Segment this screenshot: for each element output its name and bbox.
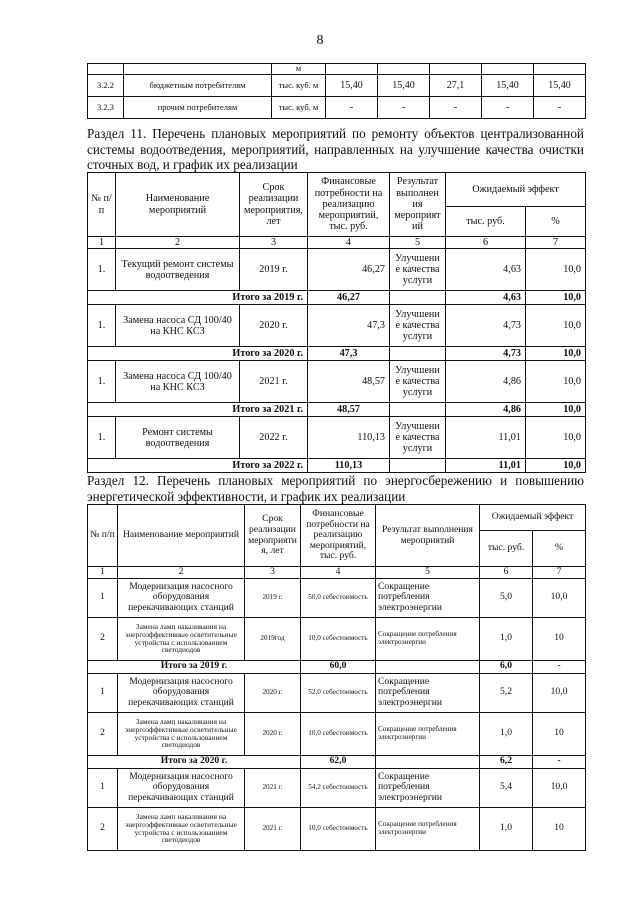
row-effect-pct: 10,0 — [533, 673, 586, 712]
row-effect-rub: 5,0 — [480, 578, 533, 617]
row-result: Сокращение потребления электроэнергии — [376, 673, 480, 712]
section12-title: Раздел 12. Перечень плановых мероприятий по энергосбережению и повышению энергетической эффективности, и график их реализации — [87, 473, 584, 504]
row-effect-pct: 10,0 — [533, 768, 586, 807]
header-effect-pct: % — [533, 531, 586, 567]
row-name: Модернизация насосного оборудования перекачивающих станций — [118, 673, 245, 712]
row-number: 1. — [88, 361, 116, 403]
row-effect-pct: 10,0 — [533, 578, 586, 617]
total-finance: 48,57 — [308, 403, 390, 417]
column-number: 3 — [240, 237, 308, 249]
row-result: Улучшени е качества услуги — [390, 249, 446, 291]
row-year: 2021 г. — [245, 768, 301, 807]
header-name: Наименование мероприятий — [118, 505, 245, 567]
header-effect-rub: тыс. руб. — [446, 207, 526, 237]
table-cell — [376, 755, 480, 768]
row-value: - — [378, 97, 430, 119]
row-number: 1 — [88, 578, 118, 617]
row-name: Модернизация насосного оборудования перекачивающих станций — [118, 768, 245, 807]
row-year: 2021 г. — [240, 361, 308, 403]
header-finance: Финансовые потребности на реализацию мероприятий, тыс. руб. — [301, 505, 376, 567]
row-effect-pct: 10 — [533, 712, 586, 755]
total-effect-pct: - — [533, 660, 586, 673]
row-number: 3.2.3 — [88, 97, 124, 119]
row-finance: 10,0 себестоимость — [301, 807, 376, 850]
column-number: 3 — [245, 567, 301, 579]
total-row — [88, 755, 586, 768]
total-finance: 47,3 — [308, 347, 390, 361]
total-row — [88, 403, 586, 417]
row-value: - — [430, 97, 482, 119]
total-label: Итого за 2022 г. — [88, 459, 308, 473]
row-year: 2019год — [245, 617, 301, 660]
row-name: Модернизация насосного оборудования перекачивающих станций — [118, 578, 245, 617]
row-value: - — [534, 97, 586, 119]
row-year: 2020 г. — [245, 712, 301, 755]
row-number: 2 — [88, 712, 118, 755]
table-cell — [430, 64, 482, 75]
header-term: Срок реализации мероприятия, лет — [240, 173, 308, 237]
header-result: Результат выполнения мероприятий — [376, 505, 480, 567]
column-number: 7 — [526, 237, 586, 249]
header-effect: Ожидаемый эффект — [446, 173, 586, 207]
row-effect-pct: 10,0 — [526, 361, 586, 403]
row-name: Замена насоса СД 100/40 на КНС КСЗ — [116, 305, 240, 347]
row-number: 2 — [88, 807, 118, 850]
row-name: бюджетным потребителям — [124, 75, 272, 97]
row-year: 2019 г. — [240, 249, 308, 291]
table-cell — [390, 459, 446, 473]
row-name: Ремонт системы водоотведения — [116, 417, 240, 459]
row-effect-rub: 5,4 — [480, 768, 533, 807]
row-effect-pct: 10 — [533, 617, 586, 660]
table-cell — [390, 403, 446, 417]
table-row — [88, 417, 586, 459]
row-value: 15,40 — [534, 75, 586, 97]
table-row-continuation — [88, 64, 586, 75]
row-value: 15,40 — [482, 75, 534, 97]
column-number-row — [88, 237, 586, 249]
header-row — [88, 505, 586, 531]
total-effect-pct: 10,0 — [526, 403, 586, 417]
column-number: 5 — [390, 237, 446, 249]
total-effect-rub: 4,86 — [446, 403, 526, 417]
row-result: Сокращение потребления электроэнергии — [376, 578, 480, 617]
row-result: Сокращение потребления электроэнергии — [376, 617, 480, 660]
total-label: Итого за 2019 г. — [88, 291, 308, 305]
row-result: Улучшени е качества услуги — [390, 305, 446, 347]
total-effect-rub: 4,63 — [446, 291, 526, 305]
row-finance: 47,3 — [308, 305, 390, 347]
column-number: 4 — [308, 237, 390, 249]
total-row — [88, 459, 586, 473]
table-row — [88, 97, 586, 119]
total-effect-pct: 10,0 — [526, 291, 586, 305]
header-term: Срок реализации мероприяти я, лет — [245, 505, 301, 567]
table-cell — [390, 347, 446, 361]
row-name: Замена насоса СД 100/40 на КНС КСЗ — [116, 361, 240, 403]
row-effect-rub: 1,0 — [480, 617, 533, 660]
column-number: 1 — [88, 237, 116, 249]
total-effect-rub: 6,2 — [480, 755, 533, 768]
table-cell — [378, 64, 430, 75]
row-number: 1. — [88, 249, 116, 291]
total-effect-rub: 6,0 — [480, 660, 533, 673]
header-finance: Финансовые потребности на реализацию мероприятий, тыс. руб. — [308, 173, 390, 237]
row-name: прочим потребителям — [124, 97, 272, 119]
row-effect-pct: 10,0 — [526, 305, 586, 347]
total-effect-pct: 10,0 — [526, 459, 586, 473]
row-year: 2020 г. — [240, 305, 308, 347]
header-effect: Ожидаемый эффект — [480, 505, 586, 531]
unit-cell: м — [272, 64, 326, 75]
column-number: 7 — [533, 567, 586, 579]
table-cell — [376, 660, 480, 673]
table-row — [88, 578, 586, 617]
row-effect-rub: 11,01 — [446, 417, 526, 459]
section11-title: Раздел 11. Перечень плановых мероприятий по ремонту объектов централизованной системы водоотведения, мероприятий, направленных на улучшение качества очистки сточных вод, и график их реализации — [87, 126, 584, 173]
total-finance: 110,13 — [308, 459, 390, 473]
table-cell — [88, 64, 124, 75]
row-number: 2 — [88, 617, 118, 660]
column-number: 2 — [118, 567, 245, 579]
row-finance: 10,0 себестоимость — [301, 712, 376, 755]
table-cell — [482, 64, 534, 75]
total-finance: 46,27 — [308, 291, 390, 305]
header-effect-rub: тыс. руб. — [480, 531, 533, 567]
row-value: 27,1 — [430, 75, 482, 97]
row-number: 1. — [88, 417, 116, 459]
table-row — [88, 75, 586, 97]
row-number: 3.2.2 — [88, 75, 124, 97]
row-finance: 54,2 себестоимость — [301, 768, 376, 807]
row-finance: 10,0 себестоимость — [301, 617, 376, 660]
row-name: Текущий ремонт системы водоотведения — [116, 249, 240, 291]
row-finance: 50,0 себестоимость — [301, 578, 376, 617]
header-row — [88, 173, 586, 207]
table-cell — [534, 64, 586, 75]
row-unit: тыс. куб. м — [272, 75, 326, 97]
row-name: Замена ламп накаливания на энергоэффективные осветительные устройства с использованием светодиодов — [118, 617, 245, 660]
header-effect-pct: % — [526, 207, 586, 237]
row-number: 1 — [88, 768, 118, 807]
row-effect-rub: 5,2 — [480, 673, 533, 712]
continuation-table — [87, 63, 586, 119]
row-result: Улучшени е качества услуги — [390, 361, 446, 403]
row-unit: тыс. куб. м — [272, 97, 326, 119]
header-num: № п/п — [88, 505, 118, 567]
row-effect-rub: 4,63 — [446, 249, 526, 291]
row-result: Сокращение потребления электроэнергии — [376, 712, 480, 755]
column-number: 5 — [376, 567, 480, 579]
total-row — [88, 347, 586, 361]
row-number: 1 — [88, 673, 118, 712]
column-number: 6 — [480, 567, 533, 579]
row-year: 2019 г. — [245, 578, 301, 617]
row-value: 15,40 — [378, 75, 430, 97]
total-effect-rub: 4,73 — [446, 347, 526, 361]
total-label: Итого за 2021 г. — [88, 403, 308, 417]
total-label: Итого за 2020 г. — [88, 755, 301, 768]
row-finance: 52,0 себестоимость — [301, 673, 376, 712]
row-effect-rub: 1,0 — [480, 712, 533, 755]
row-number: 1. — [88, 305, 116, 347]
row-finance: 46,27 — [308, 249, 390, 291]
row-effect-pct: 10,0 — [526, 249, 586, 291]
table-row — [88, 673, 586, 712]
column-number: 6 — [446, 237, 526, 249]
row-effect-rub: 4,73 — [446, 305, 526, 347]
column-number: 4 — [301, 567, 376, 579]
table-row — [88, 712, 586, 755]
header-num: № п/ п — [88, 173, 116, 237]
column-number: 1 — [88, 567, 118, 579]
table-row — [88, 249, 586, 291]
table-row — [88, 768, 586, 807]
row-result: Улучшени е качества услуги — [390, 417, 446, 459]
total-label: Итого за 2020 г. — [88, 347, 308, 361]
row-value: - — [326, 97, 378, 119]
table-row — [88, 305, 586, 347]
row-value: - — [482, 97, 534, 119]
row-year: 2022 г. — [240, 417, 308, 459]
row-effect-rub: 4,86 — [446, 361, 526, 403]
total-effect-pct: - — [533, 755, 586, 768]
table-row — [88, 361, 586, 403]
row-finance: 48,57 — [308, 361, 390, 403]
column-number-row — [88, 567, 586, 579]
total-effect-rub: 11,01 — [446, 459, 526, 473]
section11-table — [87, 172, 586, 473]
row-result: Сокращение потребления электроэнергии — [376, 768, 480, 807]
table-cell — [390, 291, 446, 305]
section12-table — [87, 504, 586, 851]
row-effect-pct: 10 — [533, 807, 586, 850]
row-effect-rub: 1,0 — [480, 807, 533, 850]
header-result: Результат выполнен ия мероприят ий — [390, 173, 446, 237]
total-row — [88, 291, 586, 305]
row-name: Замена ламп накаливания на энергоэффективные осветительные устройства с использованием светодиодов — [118, 807, 245, 850]
total-finance: 62,0 — [301, 755, 376, 768]
table-row — [88, 807, 586, 850]
header-name: Наименование мероприятий — [116, 173, 240, 237]
page-number: 8 — [316, 33, 324, 48]
row-finance: 110,13 — [308, 417, 390, 459]
row-value: 15,40 — [326, 75, 378, 97]
row-effect-pct: 10,0 — [526, 417, 586, 459]
row-result: Сокращение потребления электроэнергии — [376, 807, 480, 850]
total-effect-pct: 10,0 — [526, 347, 586, 361]
table-row — [88, 617, 586, 660]
row-name: Замена ламп накаливания на энергоэффективные осветительные устройства с использованием светодиодов — [118, 712, 245, 755]
total-finance: 60,0 — [301, 660, 376, 673]
table-cell — [124, 64, 272, 75]
total-label: Итого за 2019 г. — [88, 660, 301, 673]
total-row — [88, 660, 586, 673]
row-year: 2021 г. — [245, 807, 301, 850]
table-cell — [326, 64, 378, 75]
row-year: 2020 г. — [245, 673, 301, 712]
column-number: 2 — [116, 237, 240, 249]
